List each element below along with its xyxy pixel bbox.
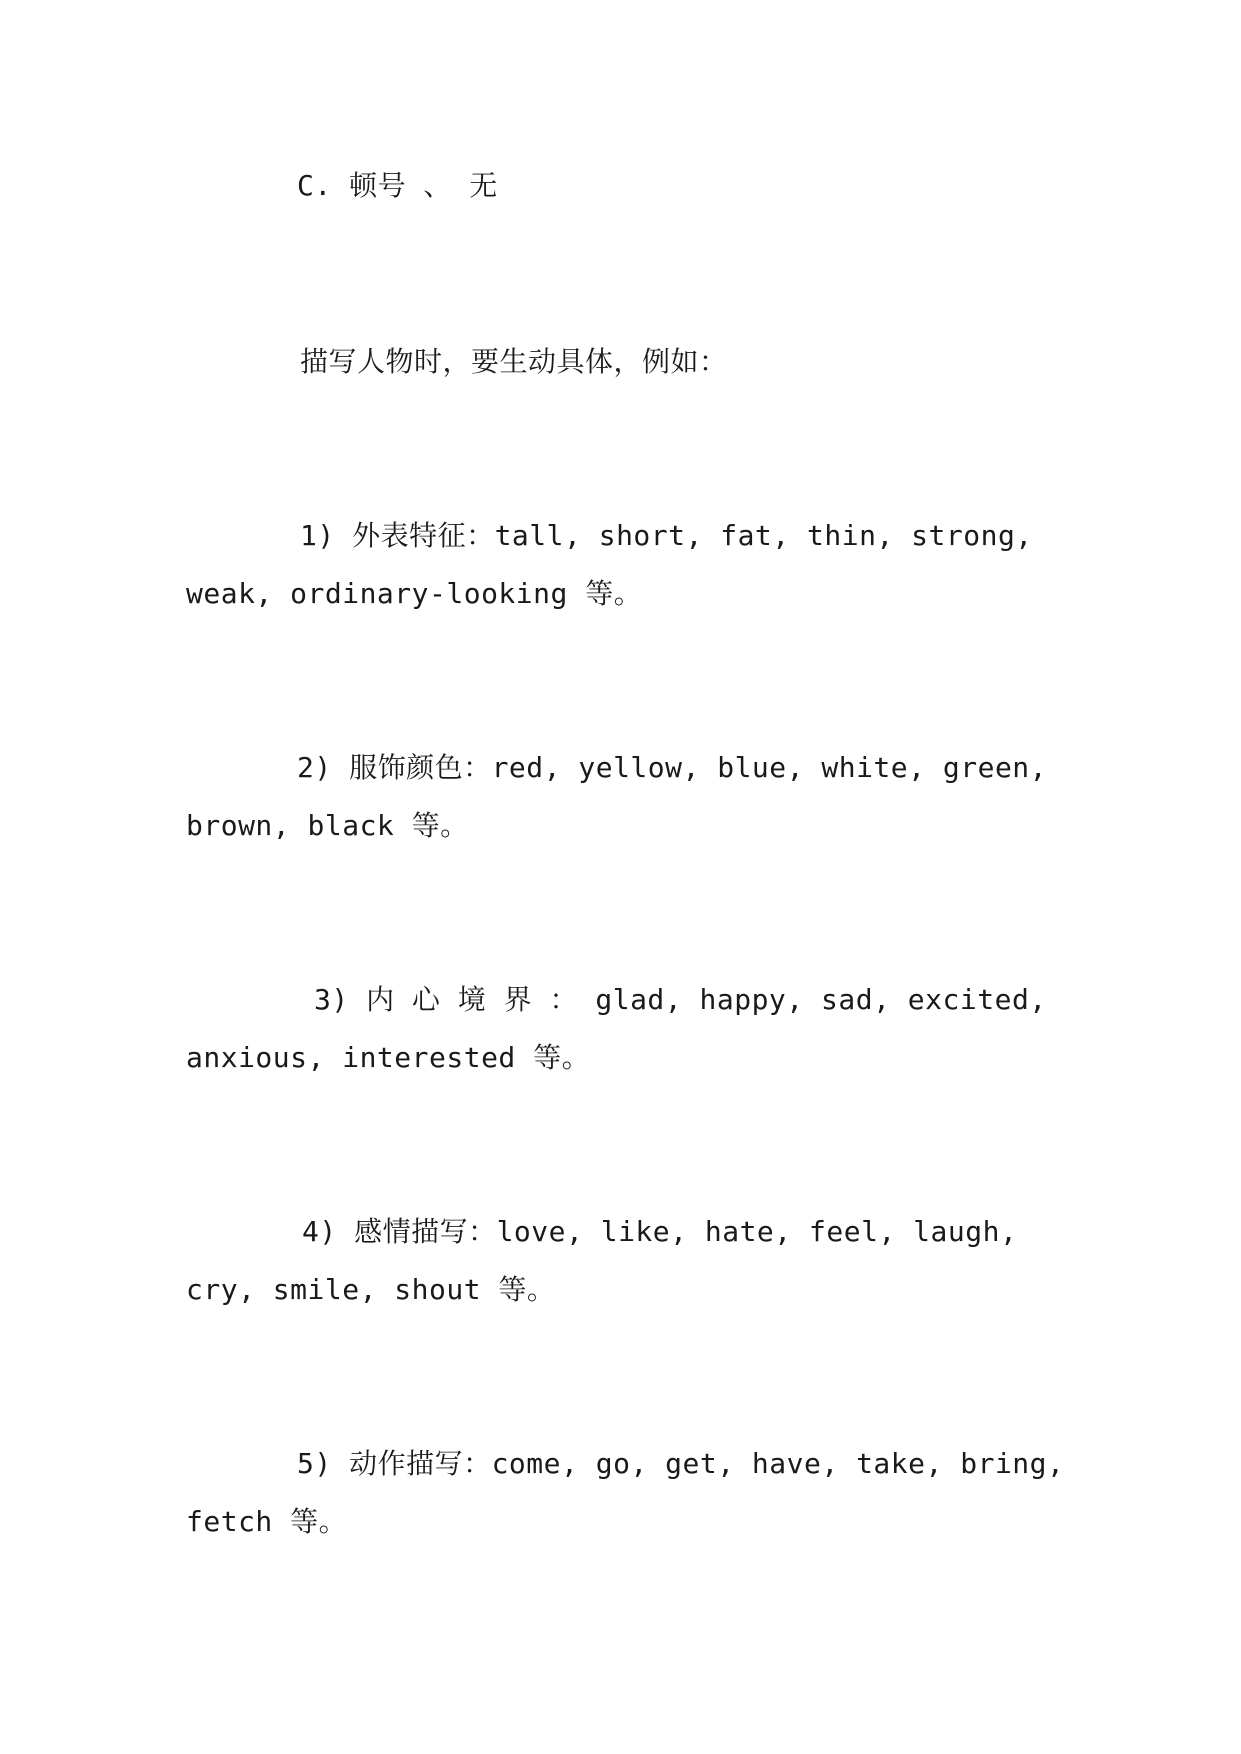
item-3-line-1: 3) 内 心 境 界 ： glad, happy, sad, excited, [314,983,1047,1016]
item-4-line-1: 4) 感情描写：love, like, hate, feel, laugh, [302,1215,1018,1248]
intro-paragraph: 描写人物时，要生动具体，例如： [300,345,728,378]
item-4-line-2: cry, smile, shout 等。 [186,1273,556,1306]
item-2-line-1: 2) 服饰颜色：red, yellow, blue, white, green, [297,751,1048,784]
item-5-line-1: 5) 动作描写：come, go, get, have, take, bring, [297,1447,1065,1480]
item-5-line-2: fetch 等。 [186,1505,348,1538]
item-1-line-1: 1) 外表特征：tall, short, fat, thin, strong, [300,519,1033,552]
item-1-line-2: weak, ordinary-looking 等。 [186,577,643,610]
item-2-line-2: brown, black 等。 [186,809,469,842]
item-3-line-2: anxious, interested 等。 [186,1041,591,1074]
option-c-line: C. 顿号 、 无 [297,169,498,202]
